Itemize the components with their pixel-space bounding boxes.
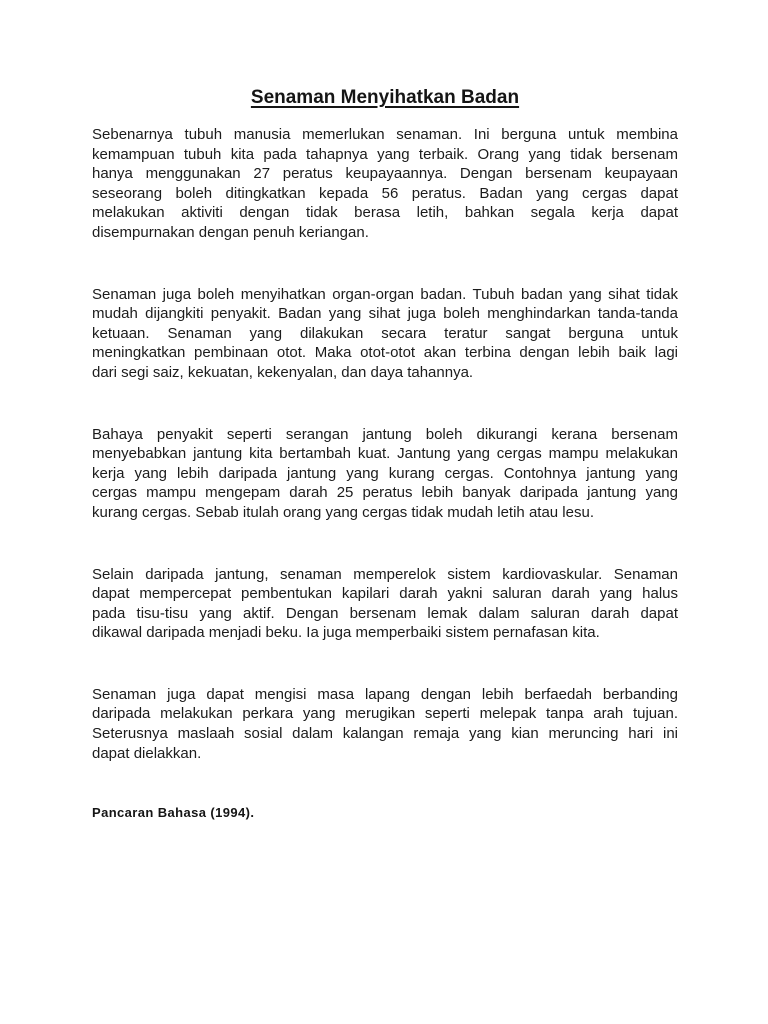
text-line: dapat mempercepat pembentukan kapilari darah yakni saluran darah yang halus	[92, 585, 678, 603]
text-line: cergas mampu mengepam darah 25 peratus lebih banyak daripada jantung yang	[92, 484, 678, 502]
text-line: dapat dielakkan.	[92, 744, 202, 762]
text-line: disempurnakan dengan penuh keriangan.	[92, 223, 369, 241]
text-line: melakukan aktiviti dengan tidak berasa letih, bahkan segala kerja dapat	[92, 204, 678, 222]
text-line: Seterusnya maslaah sosial dalam kalangan remaja yang kian meruncing hari ini	[92, 725, 678, 743]
text-line: Selain daripada jantung, senaman memperelok sistem kardiovaskular. Senaman	[92, 565, 678, 583]
text-line: ketuaan. Senaman yang dilakukan secara teratur sangat berguna untuk	[92, 324, 678, 342]
text-line: kemampuan tubuh kita pada tahapnya yang terbaik. Orang yang tidak bersenam	[92, 145, 678, 163]
text-line: Senaman juga boleh menyihatkan organ-organ badan. Tubuh badan yang sihat tidak	[92, 285, 678, 303]
paragraph	[92, 425, 678, 523]
text-line: Bahaya penyakit seperti serangan jantung boleh dikurangi kerana bersenam	[92, 425, 678, 443]
paragraph	[92, 565, 678, 643]
document-body	[92, 125, 678, 763]
text-line: Senaman juga dapat mengisi masa lapang dengan lebih berfaedah berbanding	[92, 685, 678, 703]
text-line: kurang cergas. Sebab itulah orang yang cergas tidak mudah letih atau lesu.	[92, 503, 594, 521]
text-line: meningkatkan pembinaan otot. Maka otot-otot akan terbina dengan lebih baik lagi	[92, 344, 678, 362]
paragraph	[92, 685, 678, 763]
text-line: dari segi saiz, kekuatan, kekenyalan, dan daya tahannya.	[92, 363, 474, 381]
text-line: daripada melakukan perkara yang merugikan seperti melepak tanpa arah tujuan.	[92, 705, 678, 723]
paragraph	[92, 125, 678, 243]
text-line: pada tisu-tisu yang aktif. Dengan bersenam lemak dalam saluran darah dapat	[92, 604, 678, 622]
text-line: hanya menggunakan 27 peratus keupayaannya. Dengan bersenam keupayaan	[92, 165, 678, 183]
text-line: seseorang boleh ditingkatkan kepada 56 peratus. Badan yang cergas dapat	[92, 184, 678, 202]
citation: Pancaran Bahasa (1994).	[92, 805, 255, 821]
text-line: mudah dijangkiti penyakit. Badan yang sihat juga boleh menghindarkan tanda-tanda	[92, 305, 678, 323]
text-line: dikawal daripada menjadi beku. Ia juga memperbaiki sistem pernafasan kita.	[92, 624, 600, 642]
text-line: menyebabkan jantung kita bertambah kuat. Jantung yang cergas mampu melakukan	[92, 445, 678, 463]
page-title	[92, 86, 678, 110]
paragraph	[92, 285, 678, 383]
text-line: Sebenarnya tubuh manusia memerlukan senaman. Ini berguna untuk membina	[92, 126, 678, 143]
page-title-text: Senaman Menyihatkan Badan	[250, 87, 520, 108]
text-line: kerja yang lebih daripada jantung yang kurang cergas. Contohnya jantung yang	[92, 464, 678, 482]
